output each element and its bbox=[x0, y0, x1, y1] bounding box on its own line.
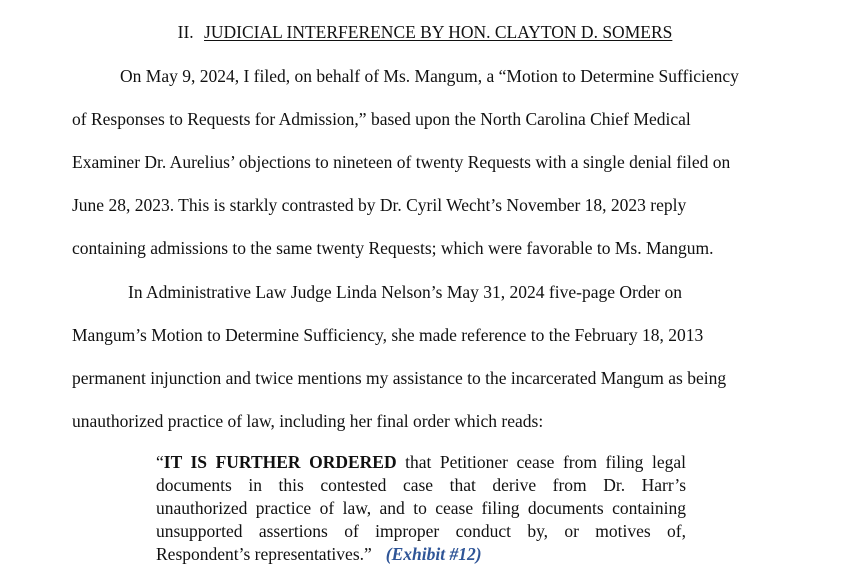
paragraph-2-line-2: Mangum’s Motion to Determine Sufficiency, she made reference to the February 18, 2013 bbox=[72, 325, 704, 345]
quote-line-1-rest: that Petitioner cease from filing legal bbox=[396, 452, 686, 472]
paragraph-1-line-2: of Responses to Requests for Admission,” based upon the North Carolina Chief Medical bbox=[72, 109, 691, 129]
exhibit-reference: (Exhibit #12) bbox=[385, 544, 482, 564]
paragraph-1-line-5: containing admissions to the same twenty Requests; which were favorable to Ms. Mangum. bbox=[72, 238, 714, 258]
quote-line-3: unauthorized practice of law, and to cease filing documents containing bbox=[156, 498, 686, 518]
quote-open-mark: “ bbox=[156, 452, 164, 472]
quote-line-5 bbox=[156, 543, 686, 566]
paragraph-1-line-4: June 28, 2023. This is starkly contrasted by Dr. Cyril Wecht’s November 18, 2023 reply bbox=[72, 195, 687, 215]
block-quote bbox=[156, 451, 686, 566]
paragraph-2-line-4: unauthorized practice of law, including her final order which reads: bbox=[72, 411, 544, 431]
paragraph-1-line-1: On May 9, 2024, I filed, on behalf of Ms. Mangum, a “Motion to Determine Sufficiency bbox=[120, 66, 739, 86]
quote-bold-lead: IT IS FURTHER ORDERED bbox=[163, 452, 397, 472]
section-number: II. bbox=[177, 22, 194, 42]
quote-line-2: documents in this contested case that derive from Dr. Harr’s bbox=[156, 475, 686, 495]
quote-line-5-text: Respondent’s representatives.” bbox=[156, 544, 372, 564]
section-heading bbox=[0, 20, 850, 44]
quote-line-4: unsupported assertions of improper conduct by, or motives of, bbox=[156, 521, 686, 541]
section-title: JUDICIAL INTERFERENCE BY HON. CLAYTON D. SOMERS bbox=[204, 22, 673, 42]
paragraph-2-line-3: permanent injunction and twice mentions my assistance to the incarcerated Mangum as being bbox=[72, 368, 727, 388]
paragraph-1-line-3: Examiner Dr. Aurelius’ objections to nineteen of twenty Requests with a single denial filed on bbox=[72, 152, 731, 172]
paragraph-2-line-1: In Administrative Law Judge Linda Nelson’s May 31, 2024 five-page Order on bbox=[128, 282, 683, 302]
quote-line-1 bbox=[156, 451, 686, 474]
